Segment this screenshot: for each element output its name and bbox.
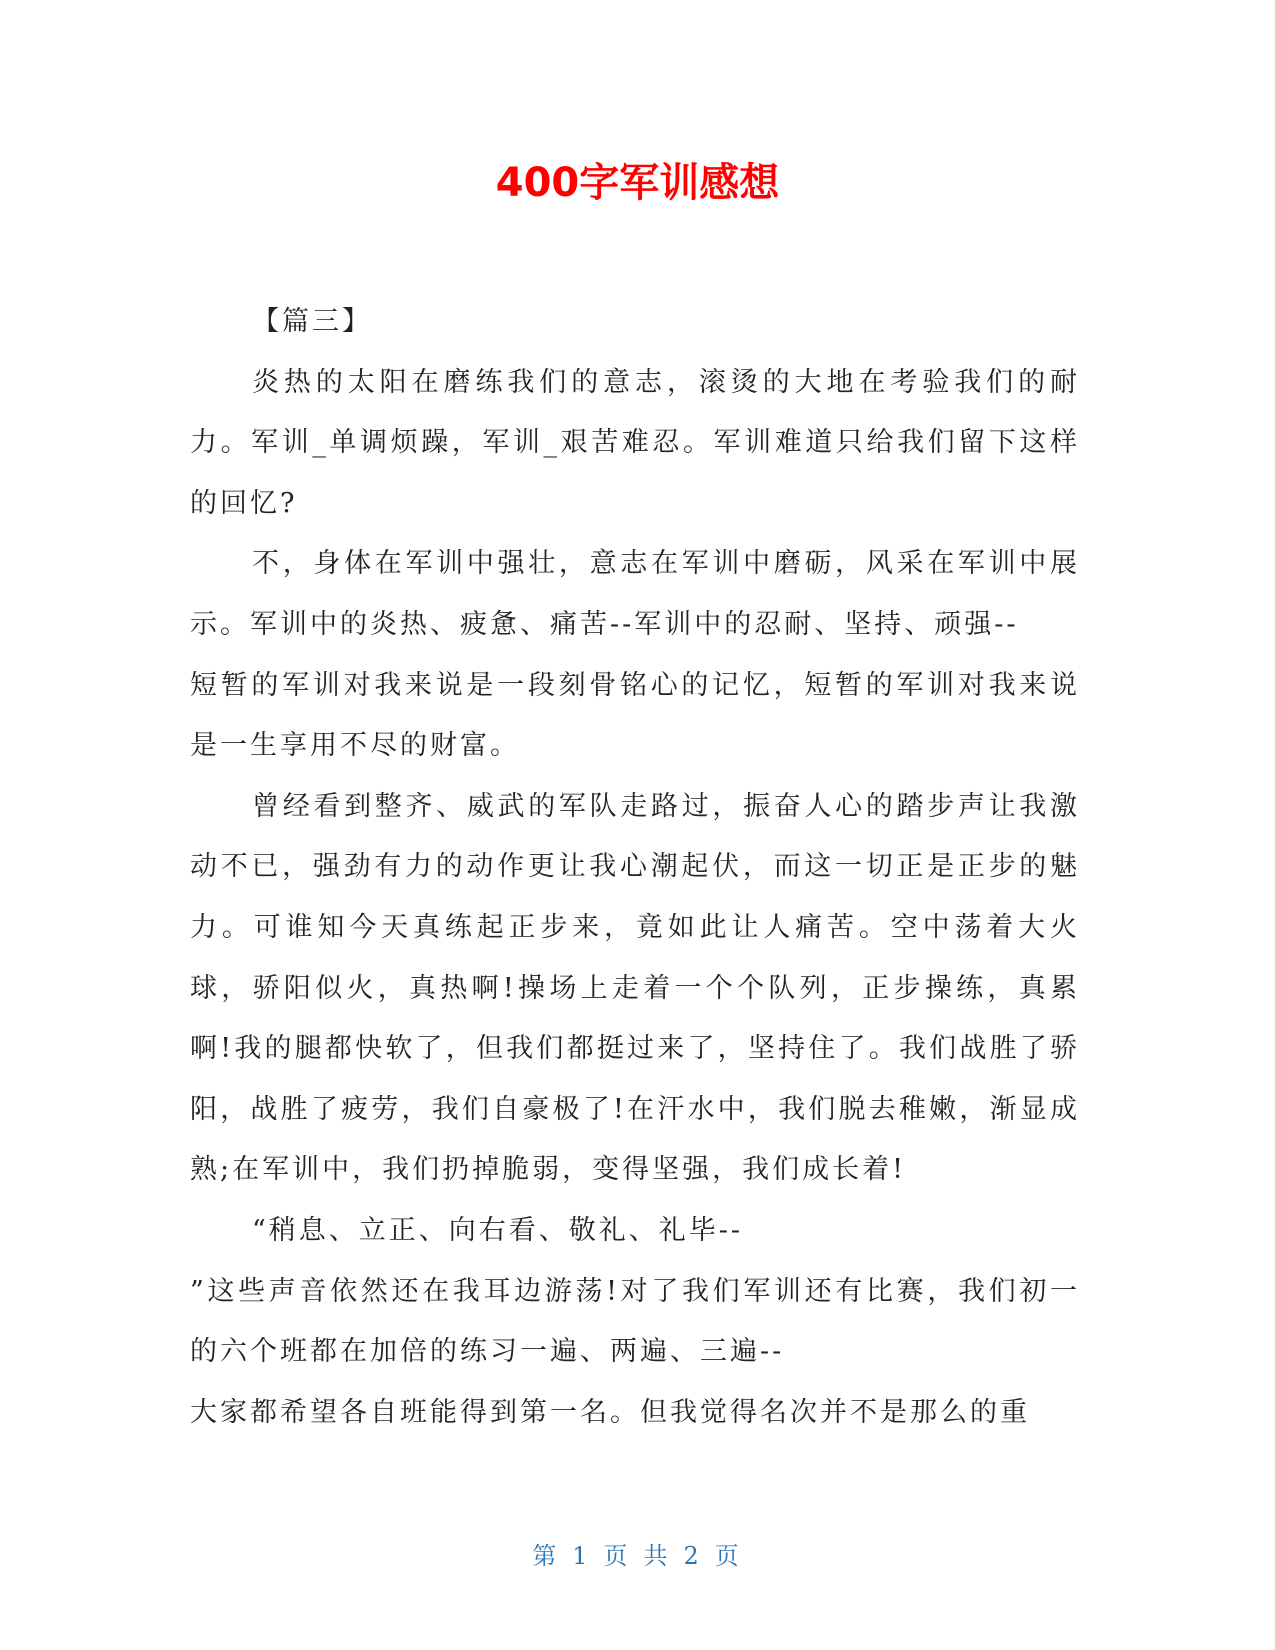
- document-title: 400字军训感想: [495, 160, 780, 206]
- paragraph: 大家都希望各自班能得到第一名。但我觉得名次并不是那么的重: [190, 1396, 1030, 1428]
- paragraph: ”这些声音依然还在我耳边游荡!对了我们军训还有比赛，我们初一的六个班都在加倍的练习一遍、两遍、三遍--: [190, 1275, 1080, 1368]
- footer-current-page: 1: [572, 1542, 592, 1570]
- footer-prefix: 第: [532, 1542, 561, 1570]
- footer-suffix: 页: [714, 1542, 743, 1570]
- section-label: 【篇三】: [252, 306, 372, 337]
- footer-mid: 页: [603, 1542, 632, 1570]
- footer-total-pages: 2: [683, 1542, 703, 1570]
- paragraph: 短暂的军训对我来说是一段刻骨铭心的记忆，短暂的军训对我来说是一生享用不尽的财富。: [190, 669, 1080, 762]
- document-body: [190, 292, 1080, 1443]
- footer-total-prefix: 共: [643, 1542, 672, 1570]
- paragraph: “稍息、立正、向右看、敬礼、礼毕--: [252, 1214, 744, 1246]
- paragraph: 炎热的太阳在磨练我们的意志，滚烫的大地在考验我们的耐力。军训_单调烦躁，军训_艰苦难忍。军训难道只给我们留下这样的回忆?: [190, 366, 1080, 519]
- page-footer: [0, 1536, 1275, 1571]
- paragraph: 曾经看到整齐、威武的军队走路过，振奋人心的踏步声让我激动不已，强劲有力的动作更让我心潮起伏，而这一切正是正步的魅力。可谁知今天真练起正步来，竟如此让人痛苦。空中荡着大火球，骄阳似火，真热啊!操场上走着一个个队列，正步操练，真累啊!我的腿都快软了，但我们都挺过来了，坚持住了。我们战胜了骄阳，战胜了疲劳，我们自豪极了!在汗水中，我们脱去稚嫩，渐显成熟;在军训中，我们扔掉脆弱，变得坚强，我们成长着!: [190, 790, 1080, 1186]
- paragraph: 不，身体在军训中强壮，意志在军训中磨砺，风采在军训中展示。军训中的炎热、疲惫、痛苦--军训中的忍耐、坚持、顽强--: [190, 548, 1080, 640]
